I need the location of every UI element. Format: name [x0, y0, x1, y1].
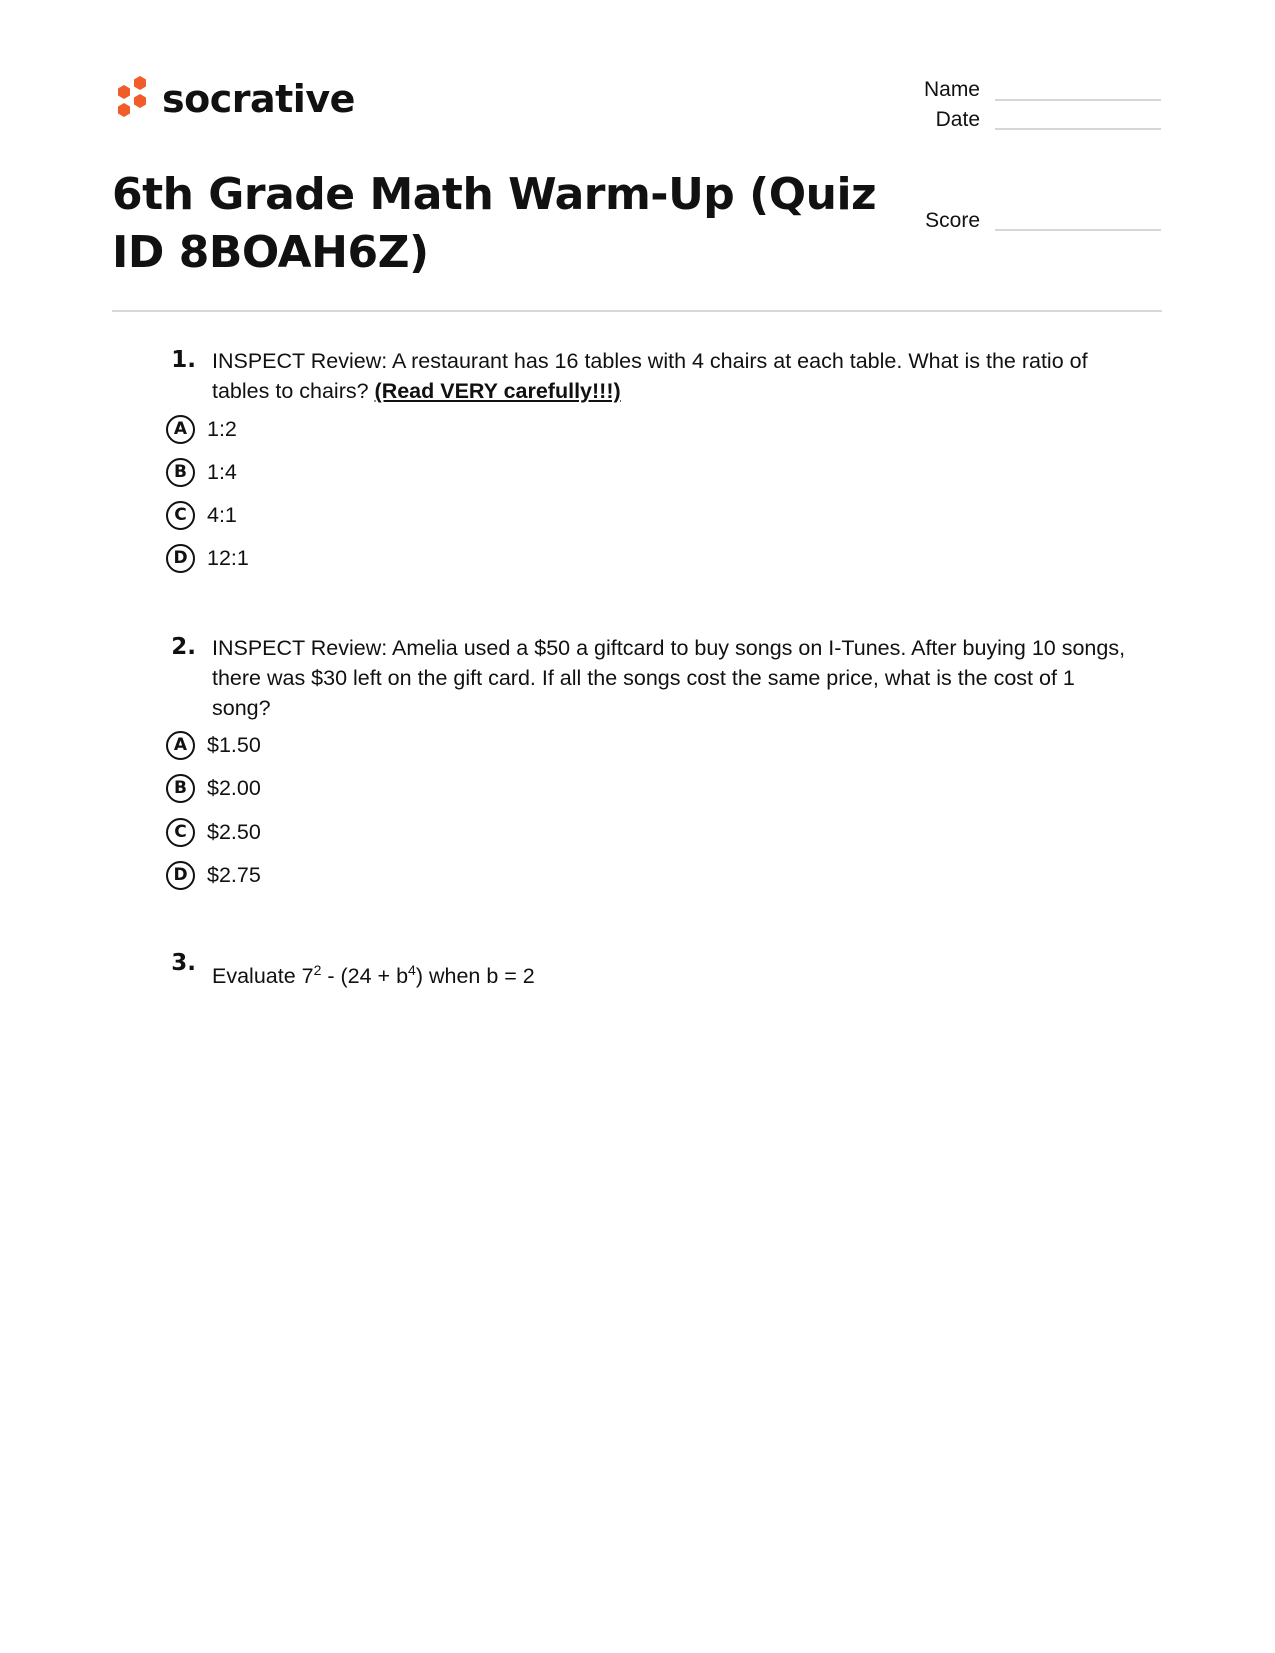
question-1-option-d[interactable] [166, 541, 249, 575]
date-label: Date [935, 108, 980, 131]
option-text: $2.75 [207, 862, 261, 887]
hexagon-cluster-icon [112, 74, 152, 124]
question-1-option-a[interactable] [166, 412, 237, 446]
question-1-number: 1. [171, 347, 196, 373]
option-letter-circle[interactable]: B [166, 458, 195, 487]
question-2-line-2: there was $30 left on the gift card. If all the songs cost the same price, what is the cost of 1 [212, 666, 1075, 690]
question-1-text [212, 346, 1172, 406]
socrative-logo [112, 73, 355, 125]
question-1-line-1: INSPECT Review: A restaurant has 16 tables with 4 chairs at each table. What is the ratio of [212, 349, 1088, 373]
question-3-text-part-3: ) when b = 2 [415, 964, 535, 989]
question-3-text-part-1: Evaluate 7 [212, 964, 314, 989]
option-letter-circle[interactable]: A [166, 415, 195, 444]
question-1-line-2: tables to chairs? [212, 379, 375, 403]
option-text: 4:1 [207, 502, 237, 527]
score-field-line[interactable] [995, 229, 1161, 231]
option-letter-circle[interactable]: D [166, 544, 195, 573]
header-divider [112, 310, 1162, 312]
exponent-2: 4 [408, 962, 416, 978]
question-3-text-part-2: - (24 + b [321, 964, 409, 989]
option-text: $2.00 [207, 775, 261, 800]
question-1-emphasis: (Read VERY carefully!!!) [374, 379, 621, 403]
option-letter-circle[interactable]: A [166, 731, 195, 760]
title-line-2: ID 8BOAH6Z) [112, 227, 429, 278]
brand-name: socrative [162, 77, 355, 121]
option-letter-circle[interactable]: B [166, 774, 195, 803]
option-text: $2.50 [207, 819, 261, 844]
question-1-option-c[interactable] [166, 498, 237, 532]
question-2-number: 2. [171, 634, 196, 660]
question-2-option-b[interactable] [166, 771, 261, 805]
option-letter-circle[interactable]: D [166, 861, 195, 890]
date-field-line[interactable] [995, 128, 1161, 130]
score-label: Score [925, 209, 980, 232]
question-2-option-a[interactable] [166, 728, 261, 762]
option-letter-circle[interactable]: C [166, 501, 195, 530]
title-line-1: 6th Grade Math Warm-Up (Quiz [112, 169, 877, 220]
question-2-option-d[interactable] [166, 858, 261, 892]
option-text: $1.50 [207, 732, 261, 757]
page-title [112, 166, 892, 282]
question-1-option-b[interactable] [166, 455, 237, 489]
option-text: 1:2 [207, 416, 237, 441]
question-2-text [212, 633, 1172, 723]
option-text: 12:1 [207, 545, 249, 570]
option-letter-circle[interactable]: C [166, 818, 195, 847]
name-field-line[interactable] [995, 99, 1161, 101]
question-3-number: 3. [171, 950, 196, 976]
option-text: 1:4 [207, 459, 237, 484]
question-3-text [212, 955, 1172, 991]
question-2-line-1: INSPECT Review: Amelia used a $50 a giftcard to buy songs on I-Tunes. After buying 10 songs, [212, 636, 1126, 660]
name-label: Name [923, 78, 980, 101]
question-2-option-c[interactable] [166, 815, 261, 849]
exponent-1: 2 [313, 962, 322, 978]
question-2-line-3: song? [212, 696, 271, 720]
